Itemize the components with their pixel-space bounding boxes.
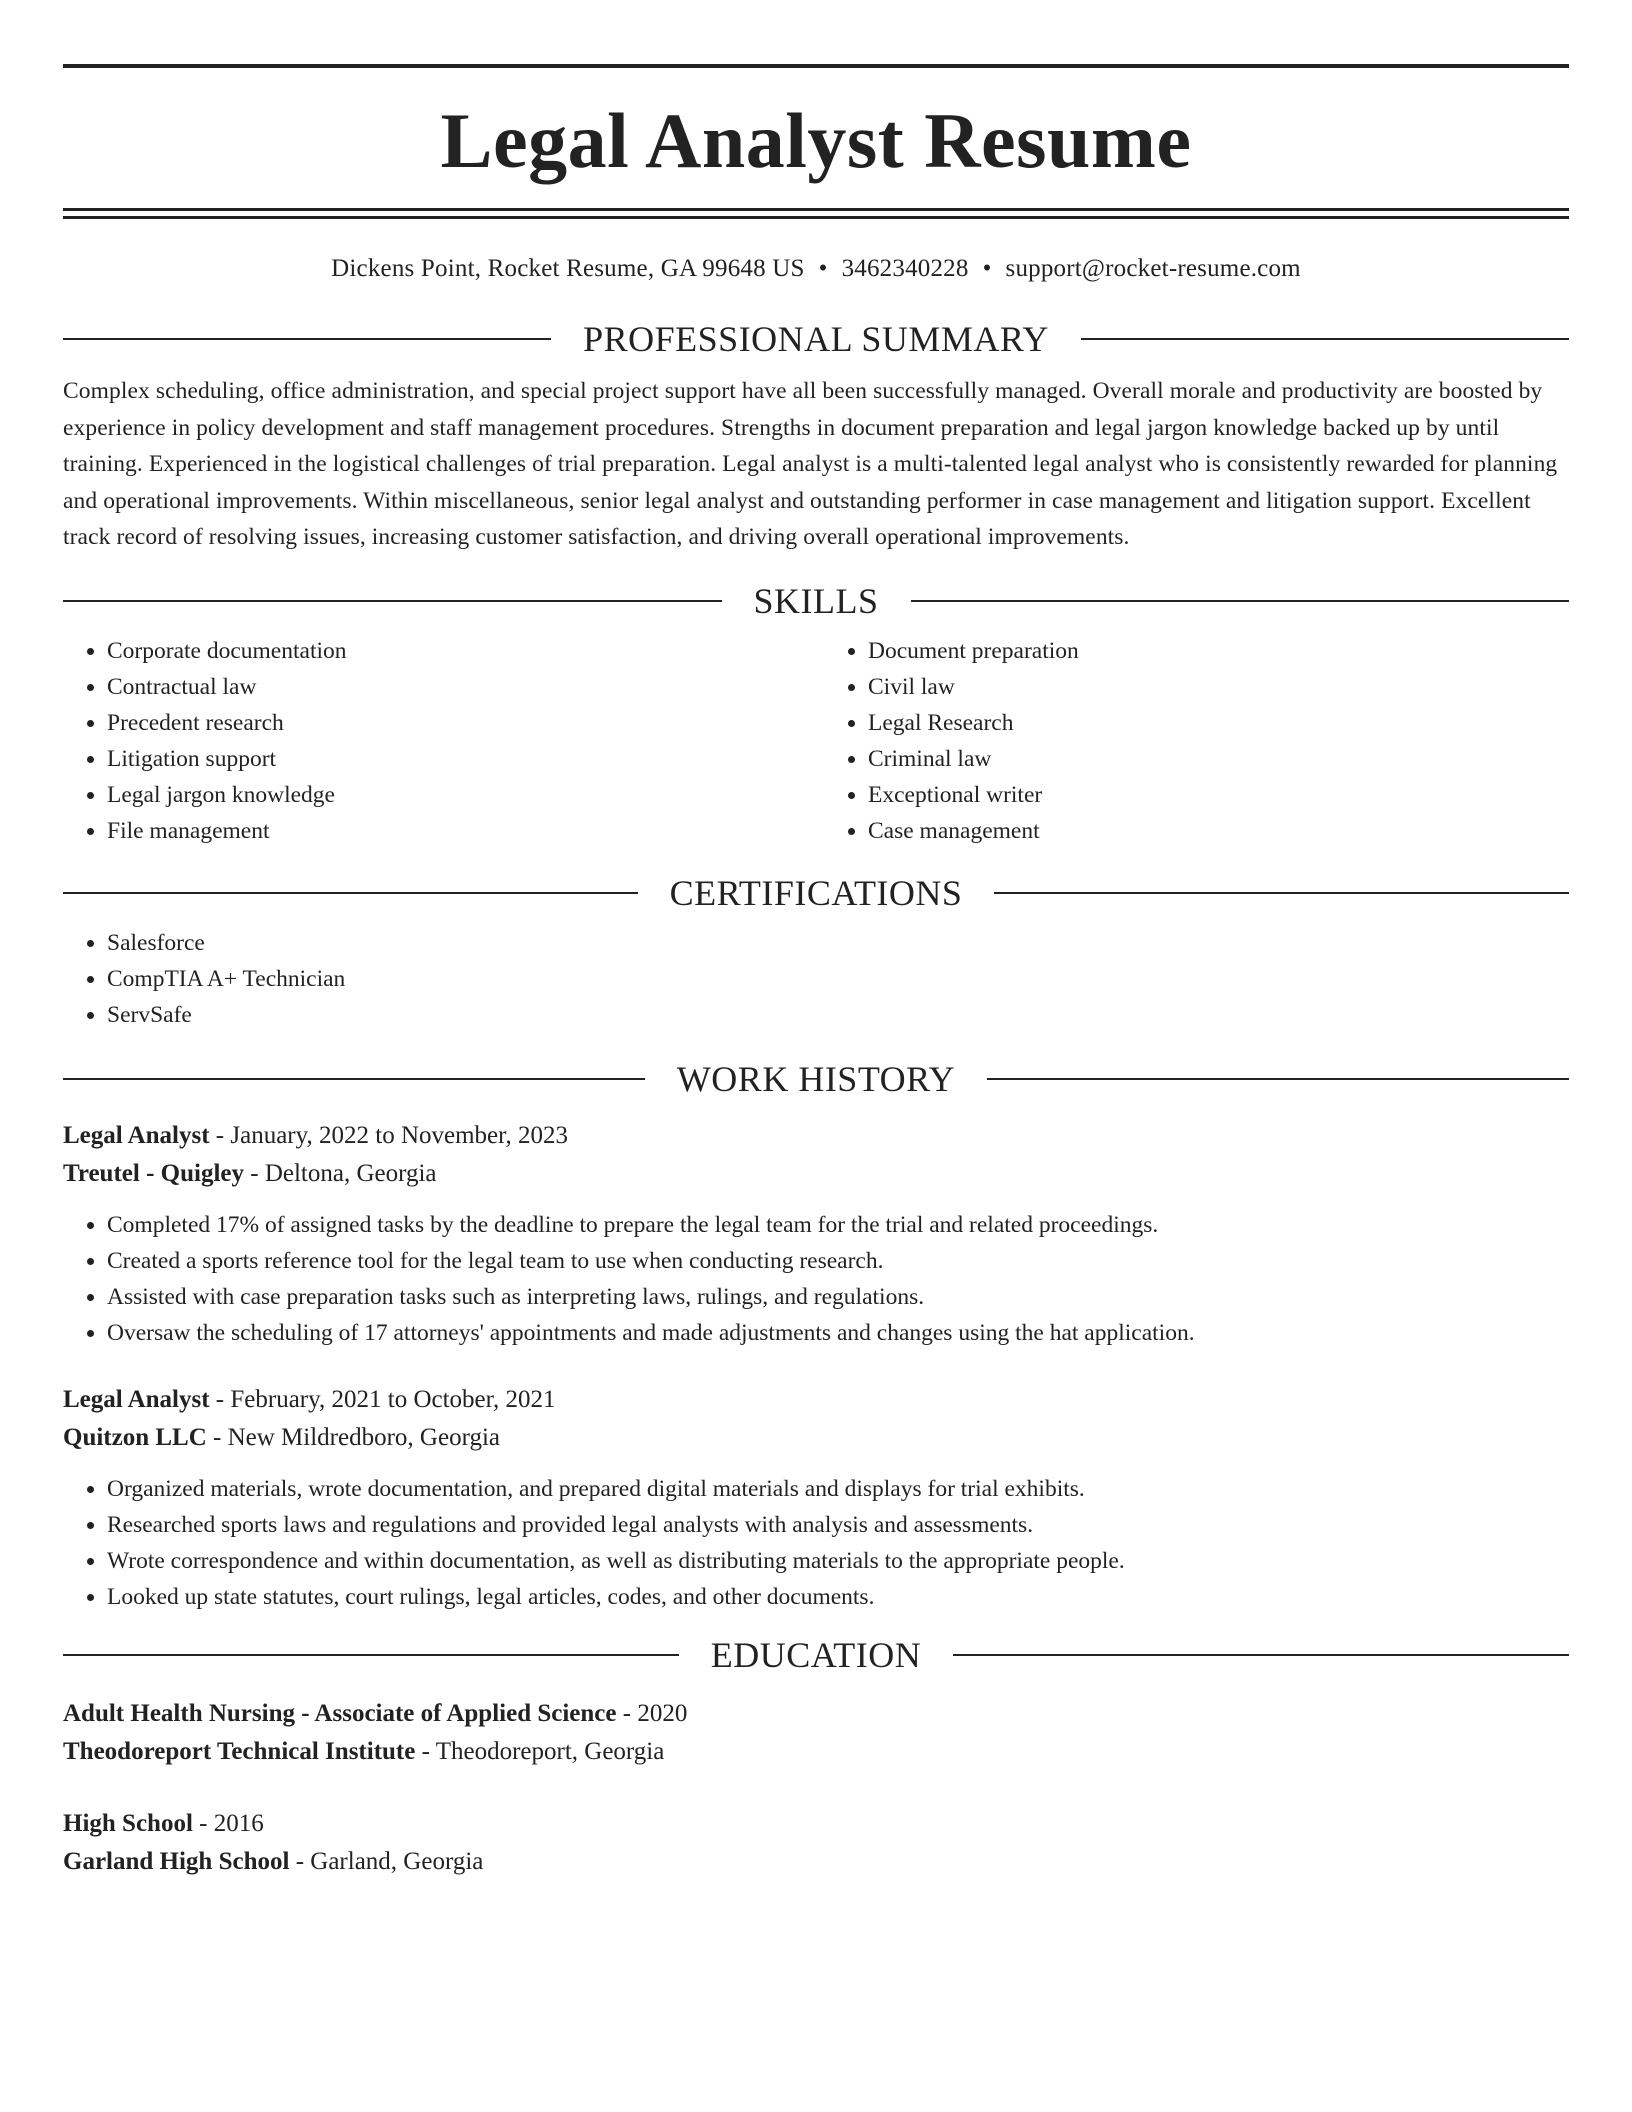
education-degree: Adult Health Nursing - Associate of Applied Science	[63, 1700, 617, 1727]
job-bullets	[63, 1471, 1569, 1615]
skill-item: • Civil law	[868, 669, 1569, 705]
skill-item: • Document preparation	[868, 633, 1569, 669]
education-school: Theodoreport Technical Institute	[63, 1738, 416, 1765]
top-rule	[63, 64, 1569, 68]
resume-page	[63, 0, 1569, 1881]
job-bullet: • Wrote correspondence and within documentation, as well as distributing materials to the appropriate people.	[107, 1543, 1569, 1579]
skill-item: • Contractual law	[107, 669, 808, 705]
contact-address: Dickens Point, Rocket Resume, GA 99648 US	[331, 255, 805, 282]
heading-rule	[987, 1078, 1569, 1080]
contact-line	[63, 255, 1569, 283]
certifications-list	[63, 925, 1569, 1033]
education-school-line	[63, 1843, 1569, 1881]
heading-rule	[63, 600, 722, 602]
job-bullets	[63, 1207, 1569, 1351]
job-title-line	[63, 1117, 1569, 1155]
heading-rule	[953, 1654, 1569, 1656]
skills-list	[63, 633, 1569, 849]
section-heading-summary	[63, 317, 1569, 361]
skill-item: • Corporate documentation	[107, 633, 808, 669]
education-year: - 2020	[616, 1700, 688, 1727]
certification-item: • Salesforce	[107, 925, 1569, 961]
resume-title: Legal Analyst Resume	[440, 97, 1192, 184]
skill-item: • Precedent research	[107, 705, 808, 741]
heading-rule	[63, 1654, 679, 1656]
contact-email: support@rocket-resume.com	[1005, 255, 1301, 282]
contact-separator: •	[982, 255, 992, 282]
heading-rule	[63, 892, 638, 894]
skill-item: • Legal Research	[868, 705, 1569, 741]
education-location: - Theodoreport, Georgia	[415, 1738, 665, 1765]
education-school-line	[63, 1733, 1569, 1771]
certification-item: • ServSafe	[107, 997, 1569, 1033]
job-bullet: • Organized materials, wrote documentation, and prepared digital materials and displays for trial exhibits.	[107, 1471, 1569, 1507]
contact-phone: 3462340228	[841, 255, 969, 282]
job-bullet: • Looked up state statutes, court rulings, legal articles, codes, and other documents.	[107, 1579, 1569, 1615]
job-dates: - January, 2022 to November, 2023	[209, 1122, 568, 1149]
skill-item: • Legal jargon knowledge	[107, 777, 808, 813]
job-dates: - February, 2021 to October, 2021	[209, 1386, 556, 1413]
job-entry	[63, 1381, 1569, 1615]
job-bullet: • Oversaw the scheduling of 17 attorneys' appointments and made adjustments and changes using the hat application.	[107, 1315, 1569, 1351]
job-company-line	[63, 1155, 1569, 1193]
section-title: WORK HISTORY	[676, 1059, 956, 1099]
heading-rule	[1081, 338, 1569, 340]
education-degree-line	[63, 1695, 1569, 1733]
education-degree-line	[63, 1805, 1569, 1843]
section-title: EDUCATION	[710, 1635, 922, 1675]
section-heading-education	[63, 1633, 1569, 1677]
job-company: Quitzon LLC	[63, 1424, 207, 1451]
section-title: CERTIFICATIONS	[669, 873, 963, 913]
skills-column-left	[63, 633, 808, 849]
job-bullet: • Created a sports reference tool for the legal team to use when conducting research.	[107, 1243, 1569, 1279]
education-degree: High School	[63, 1810, 193, 1837]
certification-item: • CompTIA A+ Technician	[107, 961, 1569, 997]
job-location: - Deltona, Georgia	[244, 1160, 437, 1187]
section-heading-skills	[63, 579, 1569, 623]
heading-rule	[911, 600, 1570, 602]
skills-column-right	[808, 633, 1569, 849]
skill-item: • Exceptional writer	[868, 777, 1569, 813]
section-heading-work-history	[63, 1057, 1569, 1101]
summary-text: Complex scheduling, office administration, and special project support have all been successfully managed. Overall morale and productivity are boosted by experience in policy development and staff management procedures. Strengths in document preparation and legal jargon knowledge backed up by until training. Experienced in the logistical challenges of trial preparation. Legal analyst is a multi-talented legal analyst who is consistently rewarded for planning and operational improvements. Within miscellaneous, senior legal analyst and outstanding performer in case management and litigation support. Excellent track record of resolving issues, increasing customer satisfaction, and driving overall operational improvements.	[63, 378, 1558, 550]
section-heading-certifications	[63, 871, 1569, 915]
job-title: Legal Analyst	[63, 1386, 210, 1413]
skill-item: • Case management	[868, 813, 1569, 849]
title-double-rule	[63, 208, 1569, 219]
job-title-line	[63, 1381, 1569, 1419]
heading-rule	[63, 1078, 645, 1080]
section-title: SKILLS	[753, 581, 879, 621]
skill-item: • Litigation support	[107, 741, 808, 777]
education-entry	[63, 1805, 1569, 1881]
skill-item: • Criminal law	[868, 741, 1569, 777]
education-entry	[63, 1695, 1569, 1771]
heading-rule	[994, 892, 1569, 894]
job-company: Treutel - Quigley	[63, 1160, 244, 1187]
job-bullet: • Researched sports laws and regulations and provided legal analysts with analysis and assessments.	[107, 1507, 1569, 1543]
heading-rule	[63, 338, 551, 340]
education-school: Garland High School	[63, 1848, 290, 1875]
contact-separator: •	[818, 255, 828, 282]
skill-item: • File management	[107, 813, 808, 849]
job-entry	[63, 1117, 1569, 1351]
job-title: Legal Analyst	[63, 1122, 210, 1149]
education-location: - Garland, Georgia	[289, 1848, 484, 1875]
job-bullet: • Assisted with case preparation tasks such as interpreting laws, rulings, and regulations.	[107, 1279, 1569, 1315]
job-location: - New Mildredboro, Georgia	[206, 1424, 500, 1451]
education-year: - 2016	[192, 1810, 264, 1837]
job-bullet: • Completed 17% of assigned tasks by the deadline to prepare the legal team for the trial and related proceedings.	[107, 1207, 1569, 1243]
section-title: PROFESSIONAL SUMMARY	[583, 319, 1049, 359]
job-company-line	[63, 1419, 1569, 1457]
